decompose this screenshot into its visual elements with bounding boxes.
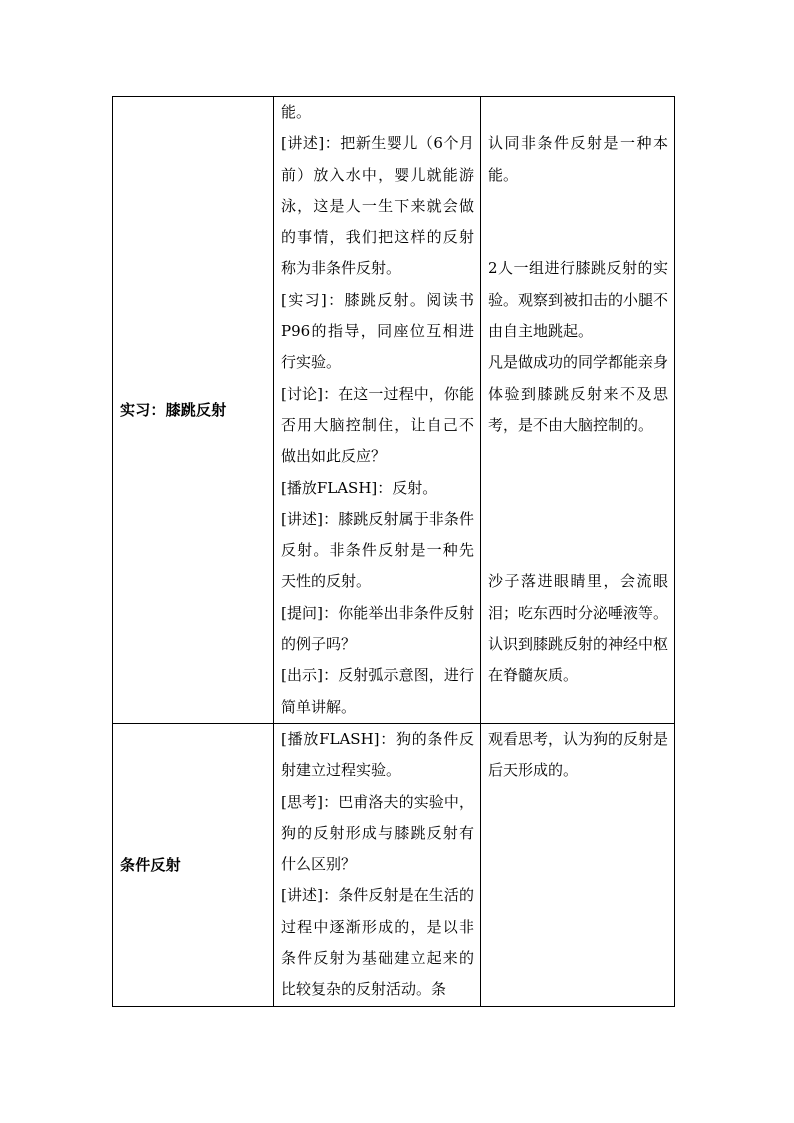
table-row [113, 97, 675, 724]
table-row [113, 723, 675, 1006]
topic-cell [113, 97, 274, 724]
teacher-paragraph: [播放FLASH]：反射。 [281, 478, 438, 497]
student-paragraph: 2人一组进行膝跳反射的实验。观察到被扣击的小腿不由自主地跳起。 [488, 259, 669, 341]
topic-cell [113, 723, 274, 1006]
teacher-paragraph: [思考]：巴甫洛夫的实验中，狗的反射形成与膝跳反射有什么区别？ [281, 792, 474, 874]
teacher-paragraph: [讲述]：条件反射是在生活的过程中逐渐形成的，是以非条件反射为基础建立起来的比较复杂的反射活动。条 [281, 886, 474, 999]
teacher-paragraph: [播放FLASH]：狗的条件反射建立过程实验。 [281, 729, 474, 780]
student-paragraph: 认识到膝跳反射的神经中枢在脊髓灰质。 [488, 635, 669, 685]
topic-label: 条件反射 [120, 856, 181, 875]
teacher-paragraph: [讲述]：膝跳反射属于非条件反射。非条件反射是一种先天性的反射。 [281, 509, 474, 591]
teacher-paragraph: [提问]：你能举出非条件反射的例子吗？ [281, 603, 474, 654]
student-paragraph: 凡是做成功的同学都能亲身体验到膝跳反射来不及思考，是不由大脑控制的。 [488, 353, 669, 434]
teacher-paragraph: [讲述]：把新生婴儿（6个月前）放入水中，婴儿就能游泳，这是人一生下来就会做的事情，我们把这样的反射称为非条件反射。 [281, 134, 474, 278]
student-activity-cell [481, 723, 675, 1006]
teacher-paragraph: [实习]：膝跳反射。阅读书P96的指导，同座位互相进行实验。 [281, 290, 474, 372]
teacher-paragraph: [讨论]：在这一过程中，你能否用大脑控制住，让自己不做出如此反应？ [281, 384, 474, 466]
student-paragraph: 沙子落进眼睛里，会流眼泪；吃东西时分泌唾液等。 [488, 572, 669, 622]
student-activity-cell [481, 97, 675, 724]
teacher-activity-cell [274, 723, 481, 1006]
student-paragraph: 观看思考，认为狗的反射是后天形成的。 [488, 729, 669, 780]
topic-label: 实习：膝跳反射 [120, 401, 227, 420]
teacher-paragraph: 能。 [281, 103, 312, 121]
teacher-activity-cell [274, 97, 481, 724]
teacher-paragraph: [出示]：反射弧示意图，进行简单讲解。 [281, 666, 474, 716]
student-paragraph: 认同非条件反射是一种本能。 [488, 134, 668, 184]
lesson-plan-table [112, 96, 675, 1007]
